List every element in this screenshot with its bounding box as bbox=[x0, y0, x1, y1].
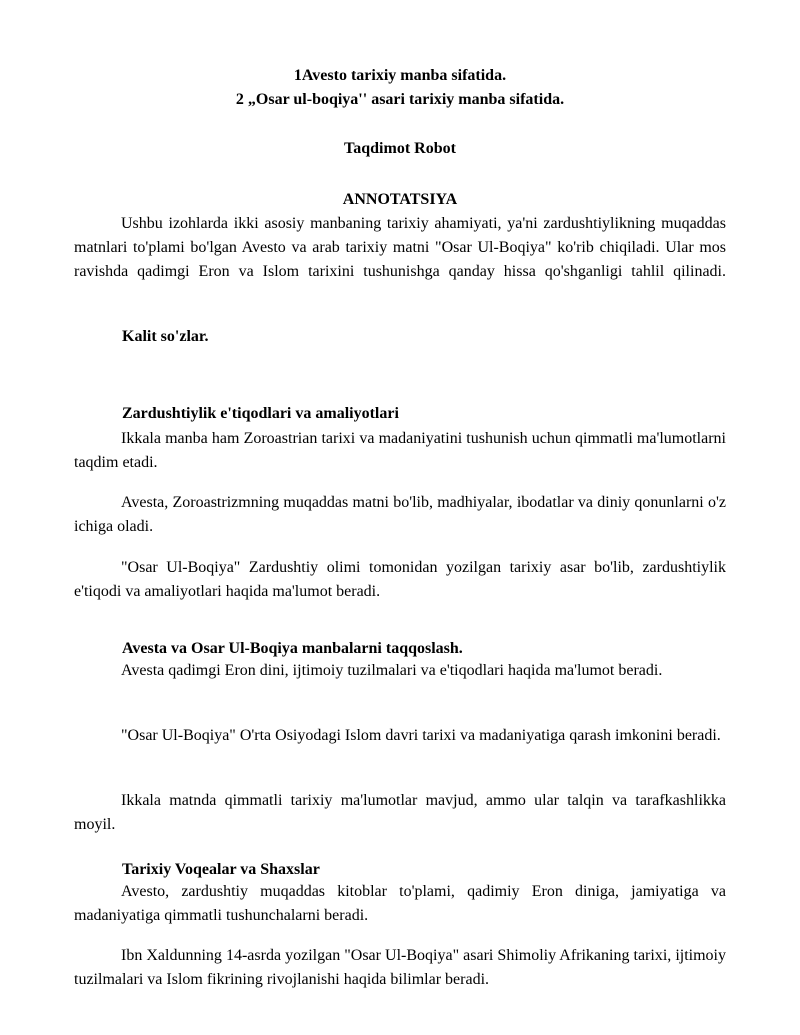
author: Taqdimot Robot bbox=[344, 140, 456, 157]
annotation-text: Ushbu izohlarda ikki asosiy manbaning tarixiy ahamiyati, ya'ni zardushtiylikning muqaddas matnlari to'plami bo'lgan Avesto va arab tarixiy matni "Osar Ul-Boqiya" ko'rib chiqiladi. Ular mos ravishda qadimgi Eron va Islom tarixini tushunishga qanday hissa qo'shganligi tahlil qilinadi. bbox=[74, 215, 726, 280]
paragraph: Ibn Xaldunning 14-asrda yozilgan "Osar Ul-Boqiya" asari Shimoliy Afrikaning tarixi, ijtimoiy tuzilmalari va Islom fikrining rivojlanishi haqida bilimlar beradi. bbox=[74, 947, 726, 988]
paragraph: Avesta, Zoroastrizmning muqaddas matni bo'lib, madhiyalar, ibodatlar va diniy qonunlarni o'z ichiga oladi. bbox=[74, 494, 726, 535]
title-line-1: 1Avesto tarixiy manba sifatida. bbox=[293, 67, 507, 84]
paragraph: Avesta qadimgi Eron dini, ijtimoiy tuzilmalari va e'tiqodlari haqida ma'lumot beradi. bbox=[121, 662, 663, 679]
section-heading: Avesta va Osar Ul-Boqiya manbalarni taqqoslash. bbox=[122, 640, 463, 657]
paragraph: Ikkala matnda qimmatli tarixiy ma'lumotlar mavjud, ammo ular talqin va tarafkashlikka moyil. bbox=[74, 792, 726, 833]
section-heading: Zardushtiylik e'tiqodlari va amaliyotlari bbox=[122, 405, 399, 422]
annotation-heading: ANNOTATSIYA bbox=[342, 191, 458, 208]
title-line-2: 2 „Osar ul-boqiya'' asari tarixiy manba sifatida. bbox=[235, 91, 565, 108]
paragraph: "Osar Ul-Boqiya" Zardushtiy olimi tomonidan yozilgan tarixiy asar bo'lib, zardushtiylik e'tiqodi va amaliyotlari haqida ma'lumot beradi. bbox=[74, 559, 726, 600]
paragraph: Ikkala manba ham Zoroastrian tarixi va madaniyatini tushunish uchun qimmatli ma'lumotlarni taqdim etadi. bbox=[74, 430, 726, 471]
section-heading: Tarixiy Voqealar va Shaxslar bbox=[122, 861, 320, 878]
paragraph: "Osar Ul-Boqiya" O'rta Osiyodagi Islom davri tarixi va madaniyatiga qarash imkonini beradi. bbox=[121, 727, 721, 744]
keywords-heading: Kalit so'zlar. bbox=[122, 328, 209, 345]
paragraph: Avesto, zardushtiy muqaddas kitoblar to'plami, qadimiy Eron diniga, jamiyatiga va madaniyatiga qimmatli tushunchalarni beradi. bbox=[74, 883, 726, 924]
